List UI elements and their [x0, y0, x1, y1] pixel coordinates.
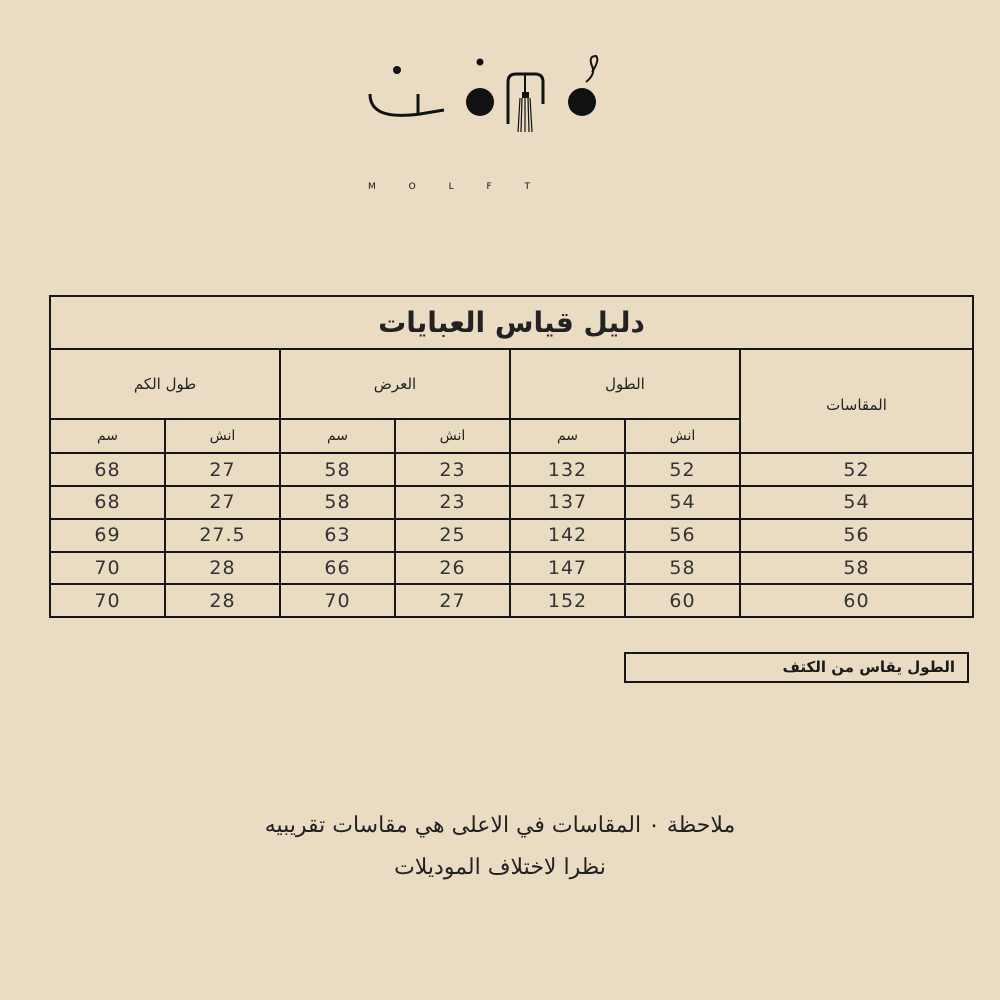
size-cell: 60: [740, 584, 973, 617]
sleeve-inch-cell: 28: [165, 584, 280, 617]
approximate-sizes-remark: [150, 805, 850, 889]
table-title: دليل قياس العبايات: [50, 296, 973, 349]
table-row: [50, 453, 973, 486]
unit-sleeve-inch: انش: [165, 419, 280, 454]
header-sleeve: طول الكم: [50, 349, 280, 419]
sleeve-cm-cell: 68: [50, 486, 165, 519]
remark-line-1: ملاحظة ٠ المقاسات في الاعلى هي مقاسات تقريبيه: [264, 813, 736, 838]
length-cm-cell: 152: [510, 584, 625, 617]
length-cm-cell: 147: [510, 552, 625, 585]
brand-logo-latin: M O L F T: [368, 182, 545, 192]
width-cm-cell: 66: [280, 552, 395, 585]
size-cell: 58: [740, 552, 973, 585]
length-inch-cell: 52: [625, 453, 740, 486]
width-inch-cell: 25: [395, 519, 510, 552]
length-inch-cell: 56: [625, 519, 740, 552]
sleeve-inch-cell: 28: [165, 552, 280, 585]
header-sizes: المقاسات: [740, 349, 973, 453]
length-cm-cell: 132: [510, 453, 625, 486]
remark-line-2: نظرا لاختلاف الموديلات: [394, 855, 606, 880]
width-inch-cell: 26: [395, 552, 510, 585]
size-cell: 56: [740, 519, 973, 552]
unit-width-cm: سم: [280, 419, 395, 454]
brand-logo-mark: [360, 52, 630, 134]
unit-length-cm: سم: [510, 419, 625, 454]
length-measure-note: الطول يقاس من الكتف: [624, 652, 969, 683]
unit-width-inch: انش: [395, 419, 510, 454]
sleeve-cm-cell: 69: [50, 519, 165, 552]
header-width: العرض: [280, 349, 510, 419]
abaya-size-table: [49, 295, 974, 618]
table-row: [50, 552, 973, 585]
length-inch-cell: 58: [625, 552, 740, 585]
brand-logo: [360, 52, 630, 192]
size-cell: 52: [740, 453, 973, 486]
width-inch-cell: 23: [395, 453, 510, 486]
table-row: [50, 584, 973, 617]
sleeve-cm-cell: 70: [50, 552, 165, 585]
length-inch-cell: 54: [625, 486, 740, 519]
width-cm-cell: 58: [280, 486, 395, 519]
unit-length-inch: انش: [625, 419, 740, 454]
length-inch-cell: 60: [625, 584, 740, 617]
width-cm-cell: 63: [280, 519, 395, 552]
sleeve-inch-cell: 27.5: [165, 519, 280, 552]
width-inch-cell: 27: [395, 584, 510, 617]
length-cm-cell: 137: [510, 486, 625, 519]
width-inch-cell: 23: [395, 486, 510, 519]
size-cell: 54: [740, 486, 973, 519]
length-cm-cell: 142: [510, 519, 625, 552]
table-row: [50, 486, 973, 519]
table-row: [50, 519, 973, 552]
sleeve-cm-cell: 70: [50, 584, 165, 617]
width-cm-cell: 58: [280, 453, 395, 486]
sleeve-cm-cell: 68: [50, 453, 165, 486]
unit-sleeve-cm: سم: [50, 419, 165, 454]
sleeve-inch-cell: 27: [165, 453, 280, 486]
width-cm-cell: 70: [280, 584, 395, 617]
header-length: الطول: [510, 349, 740, 419]
sleeve-inch-cell: 27: [165, 486, 280, 519]
